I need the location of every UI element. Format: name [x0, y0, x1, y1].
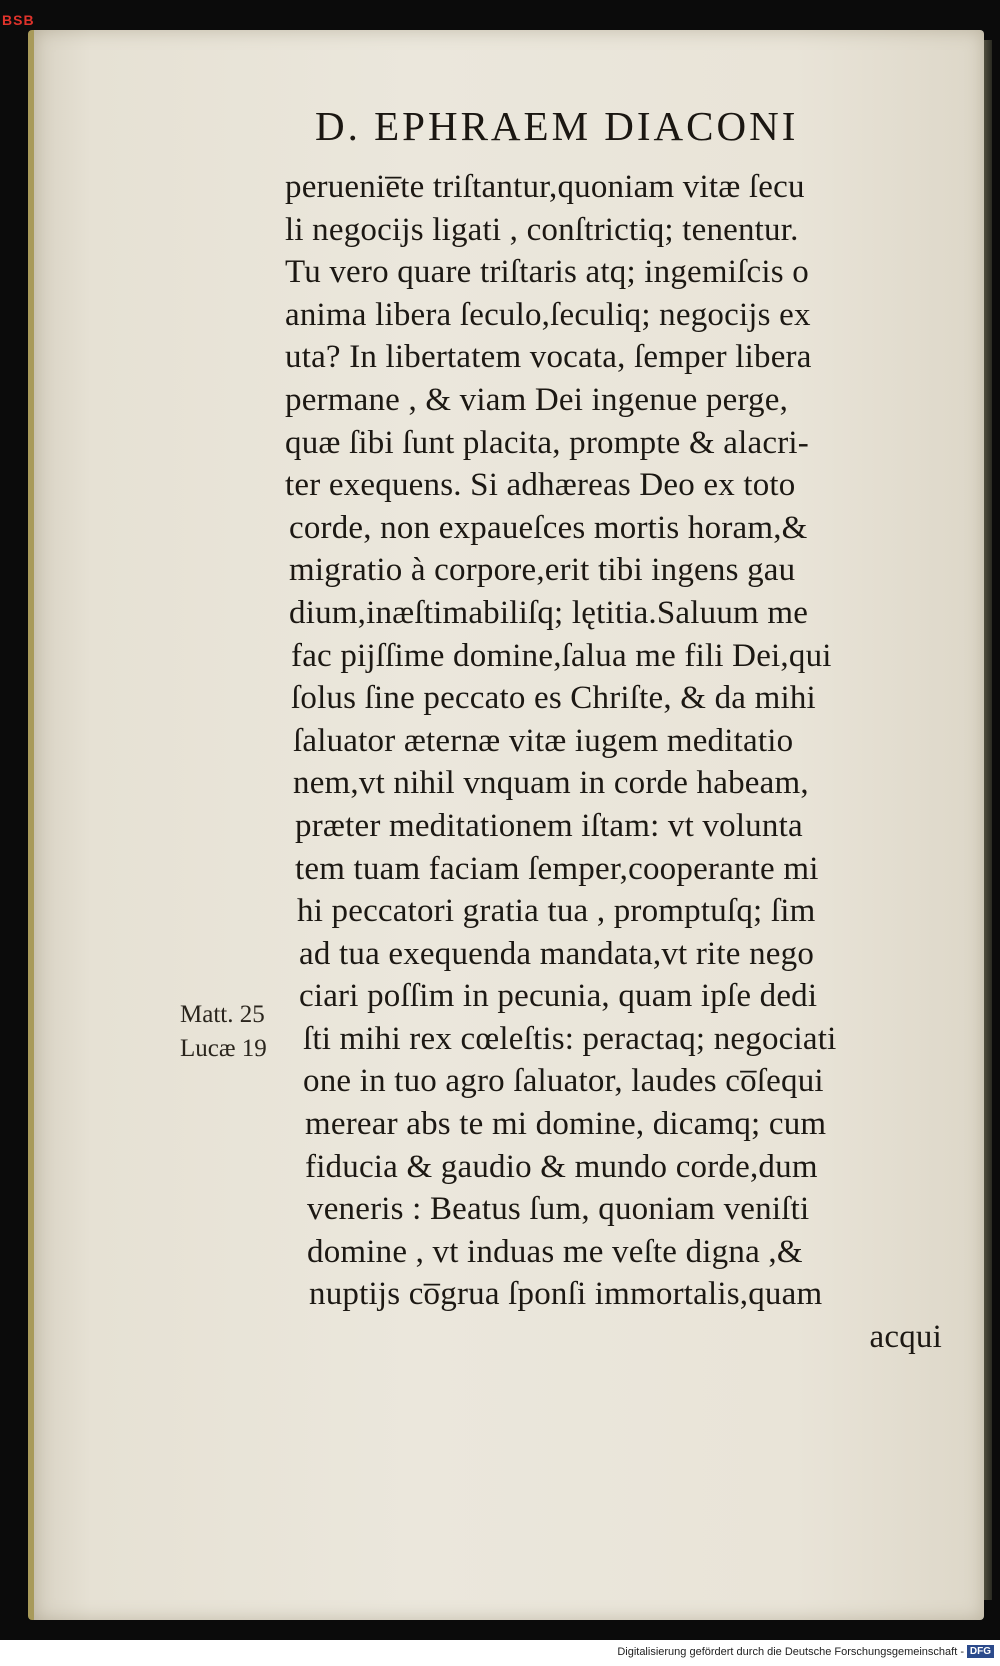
- text-line: Tu vero quare triſtaris atq; ingemiſcis o: [285, 254, 809, 291]
- margin-note: Lucæ 19: [180, 1035, 267, 1062]
- text-line: ciari poſſim in pecunia, quam ipſe dedi: [299, 978, 818, 1015]
- text-line: præter meditationem iſtam: vt volunta: [295, 807, 803, 844]
- text-line: ſaluator æternæ vitæ iugem meditatio: [293, 722, 794, 759]
- bsb-logo: BSB: [2, 12, 35, 28]
- catchword: acqui: [869, 1319, 942, 1356]
- footer-text: Digitalisierung gefördert durch die Deutsche Forschungsgemeinschaft -: [617, 1646, 964, 1658]
- text-line: quæ ſibi ſunt placita, prompte & alacri-: [285, 424, 809, 461]
- text-line: tem tuam faciam ſemper,cooperante mi: [295, 850, 819, 887]
- text-line: permane , & viam Dei ingenue perge,: [285, 381, 789, 418]
- text-line: one in tuo agro ſaluator, laudes co̅ſequi: [303, 1063, 824, 1100]
- text-line: corde, non expaueſces mortis horam,&: [289, 509, 808, 546]
- text-line: anima libera ſeculo,ſeculiq; negocijs ex: [285, 296, 811, 333]
- running-head: D. EPHRAEM DIACONI: [315, 103, 799, 149]
- text-line: dium,inæſtimabiliſq; lętitia.Saluum me: [289, 594, 809, 631]
- text-line: merear abs te mi domine, dicamq; cum: [305, 1106, 827, 1143]
- text-line: fac pijſſime domine,ſalua me fili Dei,qui: [291, 637, 832, 674]
- text-line: fiducia & gaudio & mundo corde,dum: [305, 1148, 818, 1185]
- text-line: migratio à corpore,erit tibi ingens gau: [289, 552, 796, 589]
- text-line: uta? In libertatem vocata, ſemper libera: [285, 339, 812, 376]
- text-line: ter exequens. Si adhæreas Deo ex toto: [285, 467, 796, 504]
- text-line: ad tua exequenda mandata,vt rite nego: [299, 935, 815, 972]
- text-line: peruenie̅te triſtantur,quoniam vitæ ſecu: [285, 169, 805, 205]
- text-line: nuptijs co̅grua ſponſi immortalis,quam: [309, 1276, 823, 1313]
- margin-notes: [180, 998, 295, 1066]
- text-line: domine , vt induas me veſte digna ,&: [307, 1233, 803, 1270]
- text-line: li negocijs ligati , conſtrictiq; tenentur.: [285, 211, 799, 248]
- text-line: nem,vt nihil vnquam in corde habeam,: [293, 765, 809, 802]
- text-line: veneris : Beatus ſum, quoniam veniſti: [307, 1191, 810, 1228]
- text-line: ſti mihi rex cœleſtis: peractaq; negociati: [303, 1020, 837, 1057]
- margin-note: Matt. 25: [180, 1001, 265, 1028]
- body-text: [285, 166, 950, 1359]
- text-line: hi peccatori gratia tua , promptuſq; ſim: [297, 893, 816, 930]
- dfg-logo: DFG: [967, 1645, 994, 1658]
- text-line: ſolus ſine peccato es Chriſte, & da mihi: [291, 680, 816, 717]
